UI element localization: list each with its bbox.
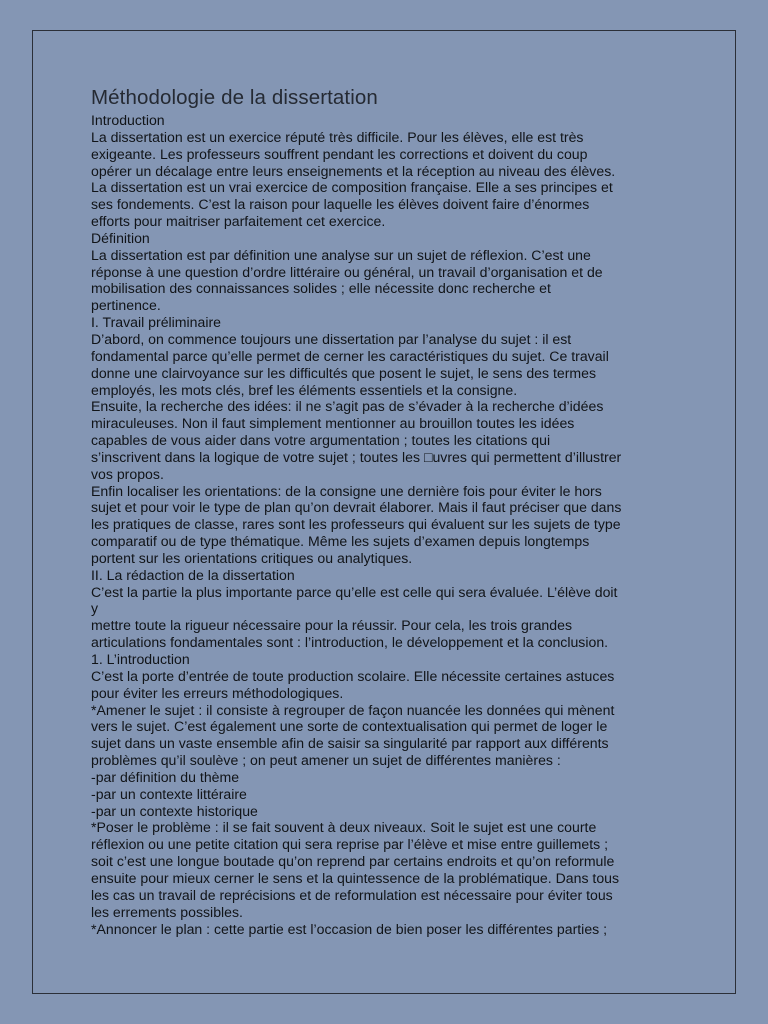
text-line: I. Travail préliminaire <box>91 314 222 331</box>
text-line: articulations fondamentales sont : l’introduction, le développement et la conclusion. <box>91 634 609 651</box>
text-line: efforts pour maitriser parfaitement cet exercice. <box>91 213 386 230</box>
text-line: miraculeuses. Non il faut simplement mentionner au brouillon toutes les idées <box>91 415 575 432</box>
text-line: sujet et pour voir le type de plan qu’on devrait élaborer. Mais il faut préciser que dans <box>91 499 622 516</box>
text-line: II. La rédaction de la dissertation <box>91 566 295 583</box>
text-line: exigeante. Les professeurs souffrent pendant les corrections et doivent du coup <box>91 145 588 162</box>
text-line: mettre toute la rigueur nécessaire pour la réussir. Pour cela, les trois grandes <box>91 617 572 634</box>
text-line: les pratiques de classe, rares sont les professeurs qui évaluent sur les sujets de type <box>91 516 621 533</box>
text-line: vers le sujet. C’est également une sorte de contextualisation qui permet de loger le <box>91 718 608 735</box>
text-line: portent sur les orientations critiques ou analytiques. <box>91 549 413 566</box>
text-line: C’est la partie la plus importante parce qu’elle est celle qui sera évaluée. L’élève doit <box>91 583 618 600</box>
text-line: *Annoncer le plan : cette partie est l’occasion de bien poser les différentes parties ; <box>91 920 608 937</box>
text-line: La dissertation est un exercice réputé très difficile. Pour les élèves, elle est très <box>91 128 584 145</box>
text-line: comparatif ou de type thématique. Même les sujets d’examen depuis longtemps <box>91 533 590 550</box>
text-line: ses fondements. C’est la raison pour laquelle les élèves doivent faire d’énormes <box>91 196 590 213</box>
text-line: sujet dans un vaste ensemble afin de saisir sa singularité par rapport aux différents <box>91 735 609 752</box>
text-line: employés, les mots clés, bref les éléments essentiels et la consigne. <box>91 381 518 398</box>
text-line: pour éviter les erreurs méthodologiques. <box>91 684 344 701</box>
document-body <box>91 86 689 937</box>
text-line: Introduction <box>91 112 165 128</box>
text-line: pertinence. <box>91 297 161 314</box>
text-line: problèmes qu’il soulève ; on peut amener un sujet de différentes manières : <box>91 752 561 769</box>
text-line: opérer un décalage entre leurs enseignements et la réception au niveau des élèves. <box>91 162 616 179</box>
text-line: -par définition du thème <box>91 768 240 785</box>
text-line: Définition <box>91 229 150 246</box>
text-line: donne une clairvoyance sur les difficultés que posent le sujet, le sens des termes <box>91 364 597 381</box>
text-line: capables de vous aider dans votre argumentation ; toutes les citations qui <box>91 432 551 449</box>
text-line: La dissertation est par définition une analyse sur un sujet de réflexion. C’est une <box>91 246 591 263</box>
text-line: ensuite pour mieux cerner le sens et la quintessence de la problématique. Dans tous <box>91 869 620 886</box>
text-line: La dissertation est un vrai exercice de composition française. Elle a ses principes et <box>91 179 613 196</box>
document-title: Méthodologie de la dissertation <box>91 86 378 109</box>
text-line: 1. L’introduction <box>91 651 190 667</box>
text-line: D’abord, on commence toujours une dissertation par l’analyse du sujet : il est <box>91 330 572 347</box>
document-page <box>32 30 736 994</box>
text-line: mobilisation des connaissances solides ; elle nécessite donc recherche et <box>91 280 551 297</box>
text-line: réponse à une question d’ordre littéraire ou général, un travail d’organisation et de <box>91 263 603 280</box>
text-line: réflexion ou une petite citation qui sera reprise par l’élève et mise entre guillemets ; <box>91 836 609 853</box>
text-line: fondamental parce qu’elle permet de cerner les caractéristiques du sujet. Ce travail <box>91 347 609 364</box>
text-line: -par un contexte historique <box>91 802 258 819</box>
text-line: les cas un travail de reprécisions et de reformulation est nécessaire pour éviter tous <box>91 886 613 903</box>
text-line: *Amener le sujet : il consiste à regrouper de façon nuancée les données qui mènent <box>91 701 615 718</box>
text-line: soit c’est une longue boutade qu’on reprend par certains endroits et qu’on reformule <box>91 853 615 870</box>
text-line: y <box>91 600 99 617</box>
text-line: C’est la porte d’entrée de toute production scolaire. Elle nécessite certaines astuces <box>91 667 615 684</box>
text-line: *Poser le problème : il se fait souvent à deux niveaux. Soit le sujet est une courte <box>91 819 597 836</box>
text-line: Enfin localiser les orientations: de la consigne une dernière fois pour éviter le hors <box>91 482 602 499</box>
text-line: Ensuite, la recherche des idées: il ne s’agit pas de s’évader à la recherche d’idées <box>91 398 604 415</box>
text-line: s’inscrivent dans la logique de votre sujet ; toutes les □uvres qui permettent d’illustrer <box>91 448 622 465</box>
text-line: les errements possibles. <box>91 903 243 920</box>
text-line: -par un contexte littéraire <box>91 785 247 802</box>
document-text <box>91 112 689 937</box>
text-line: vos propos. <box>91 465 164 482</box>
